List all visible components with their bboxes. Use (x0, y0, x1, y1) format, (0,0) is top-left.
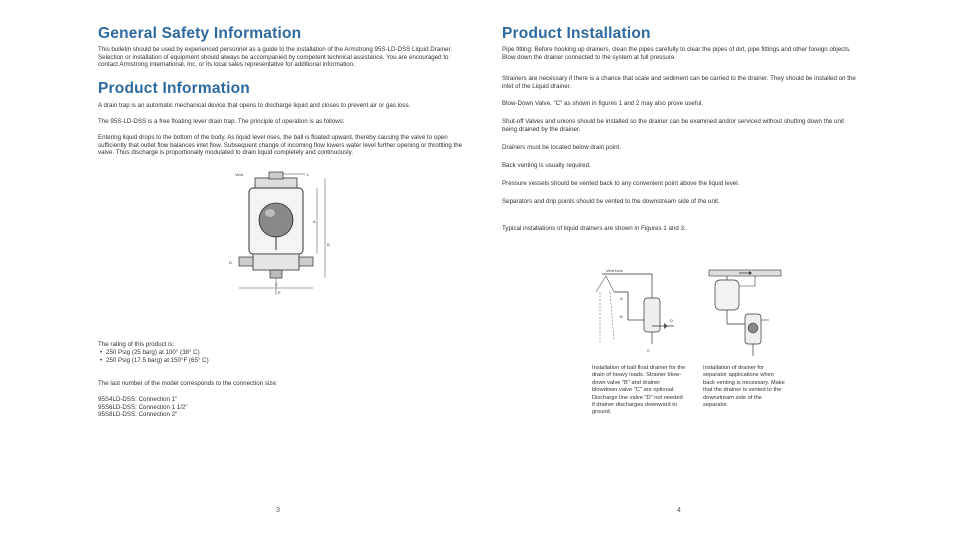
figure-1-installation-diagram (592, 262, 682, 362)
product-info-p3: Entering liquid drops to the bottom of the body. As liquid level rises, the ball is floated upward, thereby causing the valve to open sufficiently that outlet flow balances inlet flow. Subsequent change of incoming flow lowers water level further opening or throttling the valve. Thus discharge is proportionally modulated to drain liquid completely and continuously. (98, 134, 463, 157)
page-number-left: 3 (276, 507, 280, 514)
vessel-leg (610, 292, 614, 340)
install-paragraph: Pressure vessels should be vented back to any convenient point above the liquid level. (502, 180, 740, 187)
install-paragraph: Separators and drip points should be vented to the downstream side of the unit. (502, 198, 720, 205)
back-vent-line (739, 276, 755, 286)
drainer-cap (255, 178, 297, 188)
outlet-connection (299, 257, 313, 266)
label-vent: Vent (235, 172, 244, 177)
figure-1-caption: Installation of ball float drainer for the drain of heavy loads. Strainer blow-down valve "B" and drainer blowdown valve "C" are optional. Discharge line valve "D" not needed if drainer discharges downward to ground. (592, 365, 686, 416)
install-paragraph: Drainers must be located below drain point. (502, 144, 622, 151)
model-item: 95S4LD-DSS: Connection 1" (98, 396, 178, 403)
figure-1-drainer (644, 298, 660, 332)
page-number-right: 4 (677, 507, 681, 514)
install-paragraph: Typical installations of liquid drainers are shown in Figures 1 and 3. (502, 225, 686, 232)
product-info-heading: Product Information (98, 80, 250, 97)
figure-2-separator-diagram (705, 262, 785, 362)
label-point-b: B (620, 314, 623, 319)
ball-highlight (265, 209, 275, 217)
safety-paragraph: This bulletin should be used by experienced personnel as a guide to the installation of the Armstrong 95S-LD-DSS Liquid Drainer. Selection or installation of equipment should always be accompanied by competent technical assistance. You are encouraged to contact Armstrong International, Inc. or its local sales representative for additional information. (98, 46, 452, 69)
install-paragraph: Back venting is usually required. (502, 162, 591, 169)
inlet-connection (239, 257, 253, 266)
float-ball (259, 203, 293, 237)
model-intro: The last number of the model corresponds to the connection size: (98, 380, 278, 387)
discharge-valve (664, 323, 668, 329)
separator (715, 280, 739, 310)
drainer-dimension-drawing (225, 168, 335, 298)
vent-line (602, 274, 652, 298)
product-info-p2: The 95S-LD-DSS is a free floating lever drain trap. The principle of operation is as follows: (98, 118, 345, 125)
vessel-outline (596, 276, 614, 292)
install-paragraph: Pipe fitting: Before hooking up drainers, clean the pipes carefully to clear the pipes of dirt, pipe fittings and other foreign objects. Blow down the drainer connected to the system at full pressure. (502, 46, 851, 61)
vent-fitting (269, 172, 283, 179)
install-paragraph: Strainers are necessary if there is a chance that scale and sediment can be carried to the drainer. They should be installed on the inlet of the Liquid drainer. (502, 75, 856, 90)
label-vent-line: Vent Line (606, 268, 623, 273)
label-length: L (307, 172, 310, 177)
model-item: 95S6LD-DSS: Connection 1 1/2" (98, 403, 188, 411)
figure-2-caption: Installation of drainer for separator applications when back venting is necessary. Make that the drainer is vented to the downstream side of the separator. (703, 365, 785, 409)
rating-item: • 250 Psig (17.5 barg) at 150°F (65° C) (106, 357, 326, 365)
model-item: 95S8LD-DSS: Connection 2" (98, 411, 178, 419)
product-info-p1: A drain trap is an automatic mechanical device that opens to discharge liquid and closes to prevent air or gas loss. (98, 102, 411, 109)
install-paragraph: Shut-off Valves and unions should be installed so the drainer can be examined and/or serviced without shutting down the unit being drained by the drainer. (502, 118, 845, 133)
model-list (98, 396, 298, 419)
install-paragraph: Blow-Down Valve, "C" as shown in figures 1 and 2 may also prove useful. (502, 100, 703, 107)
right-page (480, 0, 960, 540)
rating-item: • 250 Psig (25 barg) at 100° (38° C) (106, 349, 326, 357)
installation-heading: Product Installation (502, 25, 651, 42)
figure-2-float (748, 323, 758, 333)
label-d: D (229, 260, 232, 265)
label-b: B (327, 242, 330, 247)
rating-intro: The rating of this product is: (98, 341, 175, 348)
drainer-bottom (253, 254, 299, 270)
label-point-c: C (647, 348, 650, 353)
label-point-d: D (670, 318, 673, 323)
drain-plug (270, 270, 282, 278)
rating-list (98, 349, 326, 364)
label-drain: E (278, 290, 281, 295)
label-point-a: A (620, 296, 623, 301)
safety-heading: General Safety Information (98, 25, 302, 42)
label-a: A (313, 219, 316, 224)
label-c: C (275, 282, 278, 287)
